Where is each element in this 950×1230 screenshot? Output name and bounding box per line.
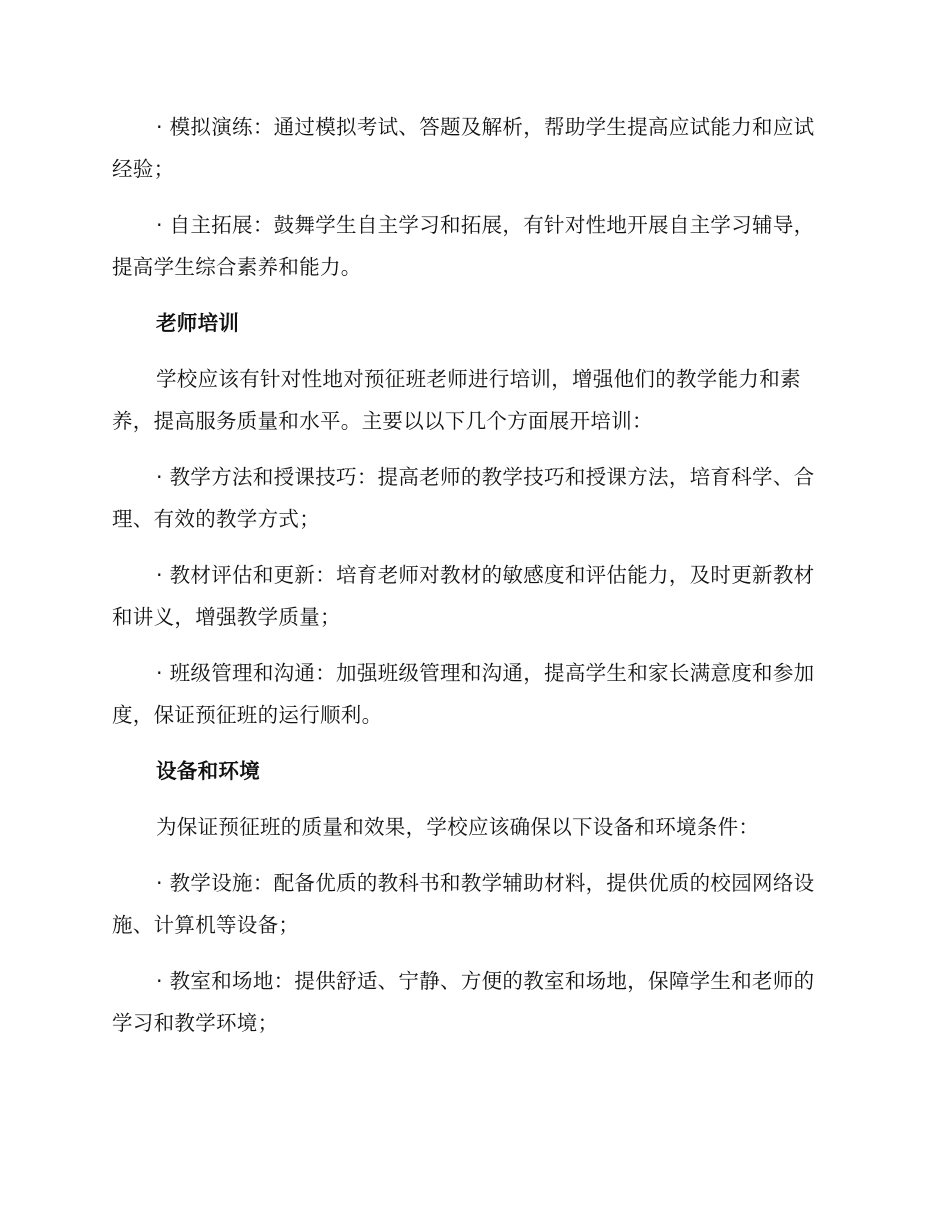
bullet-paragraph: · 自主拓展：鼓舞学生自主学习和拓展，有针对性地开展自主学习辅导，提高学生综合素养和能力。 (112, 213, 815, 279)
bullet-paragraph: · 教学方法和授课技巧：提高老师的教学技巧和授课方法，培育科学、合理、有效的教学方式； (112, 465, 815, 531)
body-paragraph: 学校应该有针对性地对预征班老师进行培训，增强他们的教学能力和素养，提高服务质量和水平。主要以以下几个方面展开培训： (112, 367, 801, 433)
bullet-paragraph: · 班级管理和沟通：加强班级管理和沟通，提高学生和家长满意度和参加度，保证预征班的运行顺利。 (112, 661, 815, 727)
section-heading: 老师培训 (156, 311, 240, 335)
bullet-paragraph: · 教室和场地：提供舒适、宁静、方便的教室和场地，保障学生和老师的学习和教学环境； (112, 969, 815, 1035)
bullet-paragraph: · 模拟演练：通过模拟考试、答题及解析，帮助学生提高应试能力和应试经验； (112, 115, 815, 181)
section-heading: 设备和环境 (156, 759, 260, 783)
document-body (112, 106, 832, 1058)
bullet-paragraph: · 教材评估和更新：培育老师对教材的敏感度和评估能力，及时更新教材和讲义，增强教学质量； (112, 563, 815, 629)
bullet-paragraph: · 教学设施：配备优质的教科书和教学辅助材料，提供优质的校园网络设施、计算机等设备； (112, 871, 815, 937)
body-paragraph: 为保证预征班的质量和效果，学校应该确保以下设备和环境条件： (156, 815, 760, 839)
